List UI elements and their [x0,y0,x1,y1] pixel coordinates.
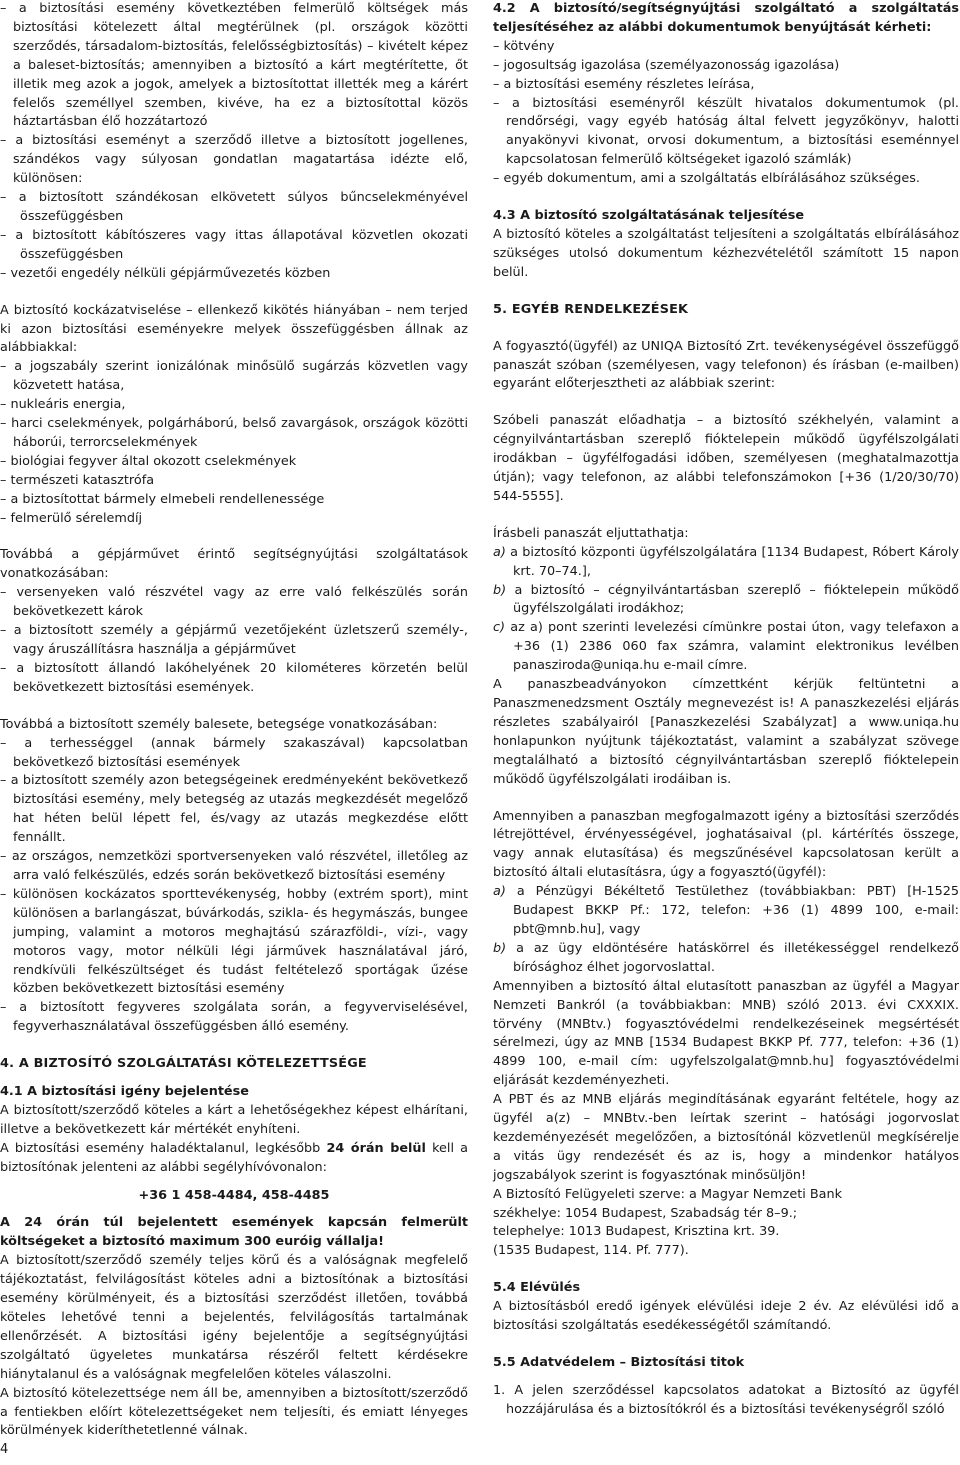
list-item: 1. A jelen szerződéssel kapcsolatos adatokat a Biztosító az ügyfél hozzájárulása és a biztosítókról és a biztosítási tevékenységről szóló [493,1382,959,1417]
paragraph: A biztosító kockázatviselése – ellenkező kikötés hiányában – nem terjed ki azon biztosítási eseményekre melyek összefüggésben állnak az alábbiakkal: [0,302,468,356]
list-item: – a biztosított állandó lakóhelyének 20 kilométeres körzetén belül bekövetkezett biztosítási események. [0,660,468,695]
left-column [0,0,468,1441]
subsection-heading: 4.1 A biztosítási igény bejelentése [0,1084,249,1100]
exclusion-item: – a biztosítási esemény következtében felmerülő költségek más biztosítási kötelezett által megtérülnek (pl. országok közötti szerződés, társadalom-biztosítás, felelősségbiztosítás) – kivételt képez a baleset-biztosítás; amennyiben a biztosító a kárt megtérítette, őt illetik meg azok a jogok, amelyek a biztosítottat illették meg a kárért felelős személlyel szemben, kivéve, ha ez a biztosítottal közös háztartásban élő hozzátartozó [0,1,468,130]
list-item: – versenyeken való részvétel vagy az erre való felkészülés során bekövetkezett károk [0,585,468,620]
list-item: – a biztosított személy azon betegségeinek eredményeként bekövetkező biztosítási esemény, mely betegség az utazás megkezdését megelőző hat héten belül lépett fel, és/vagy az utazás megkezdése előtt fennállt. [0,773,468,846]
paragraph: A biztosító kötelezettsége nem áll be, amennyiben a biztosított/szerződő a fentiekben előírt kötelezettségeket nem teljesíti, és emiatt lényeges körülmények kideríthetetlenné válnak. [0,1385,468,1439]
paragraph: A biztosítási esemény haladéktalanul, legkésőbb 24 órán belül kell a biztosítónak jelenteni az alábbi segélyhívóvonalon: [0,1140,468,1175]
subsection-heading: 5.5 Adatvédelem – Biztosítási titok [493,1355,745,1370]
list-item: – természeti katasztrófa [0,472,155,488]
paragraph: A panaszbeadványokon címzettként kérjük feltüntetni a Panaszmenedzsment Osztály megnevezést is! A panaszkezelési eljárás részletes szabályairól [Panaszkezelési Szabályzat] a www.uniqa.hu honlapunkon nyújtunk tájékoztatást, valamint a szabályzat szövege megtalálható a biztosító cégnyilvántartásban szereplő fióktelepein működő ügyfélszolgálati irodáiban is. [493,677,959,787]
list-item: c) az a) pont szerinti levelezési címünkre postai úton, vagy telefaxon a +36 (1) 2386 060 fax számra, valamint elektronikus levélben panasziroda@uniqa.hu e-mail címre. [493,620,959,674]
subsection-heading: 5.4 Elévülés [493,1280,581,1296]
list-item: – a biztosítottat bármely elmebeli rendellenessége [0,491,325,507]
list-item: – nukleáris energia, [0,397,126,413]
paragraph: székhelye: 1054 Budapest, Szabadság tér 8–9.; [493,1205,798,1221]
list-item: a) a biztosító központi ügyfélszolgálatára [1134 Budapest, Róbert Károly krt. 70–74.], [493,544,959,579]
list-item: – kötvény [493,38,555,54]
paragraph: A PBT és az MNB eljárás megindításának egyaránt feltétele, hogy az ügyfél a(z) – MNBtv.-ben leírtak szerint – hatósági jogorvoslat kezdeményezését megelőzően, a biztosítónál közvetlenül megkísérelje a vitás ügy rendezését és az is, hogy a mindenkor hatályos jogszabályok szerint is fogyasztónak minősüljön! [493,1092,959,1183]
subsection-heading: 4.2 A biztosító/segítségnyújtási szolgáltató a szolgáltatás teljesítéséhez az alábbi dokumentumok benyújtását kérheti: [493,1,959,35]
list-item: – a biztosítási eseményről készült hivatalos dokumentumok (pl. rendőrségi, vagy egyéb hatóság által felvett jegyzőkönyv, halotti anyakönyvi kivonat, orvosi dokumentum, a biztosítási eseménnyel kapcsolatosan felmerülő költségeket igazoló számlák) [493,95,959,168]
exclusion-item: – a biztosítási eseményt a szerződő illetve a biztosított jogellenes, szándékos vagy súlyosan gondatlan magatartása idézte elő, különösen: [0,133,468,187]
list-item: – a biztosítási esemény részletes leírása, [493,76,755,92]
paragraph: A biztosító köteles a szolgáltatást teljesíteni a szolgáltatás elbírálásához szükséges utolsó dokumentum kézhezvételétől számított 15 napon belül. [493,226,959,280]
exclusion-subitem: – a biztosított szándékosan elkövetett súlyos bűncselekményével összefüggésben [0,190,468,224]
list-item: – harci cselekmények, polgárháború, belső zavargások, országok közötti háborúi, terrorcselekmények [0,416,468,450]
section-heading: 5. EGYÉB RENDELKEZÉSEK [493,301,689,317]
exclusion-subitem: – vezetői engedély nélküli gépjárművezetés közben [0,265,331,281]
paragraph: Amennyiben a panaszban megfogalmazott igény a biztosítási szerződés létrejöttével, érvényességével, joghatásaival (pl. kártérítés összege, vagy annak elutasítása) és megszűnésével kapcsolatosan került a biztosító általi elutasításra, úgy a fogyasztó(ügyfél): [493,808,959,881]
hotline-number: +36 1 458-4484, 458-4485 [138,1187,330,1203]
list-item: – felmerülő sérelemdíj [0,510,143,526]
paragraph: (1535 Budapest, 114. Pf. 777). [493,1243,689,1259]
paragraph: telephelye: 1013 Budapest, Krisztina krt. 39. [493,1224,780,1240]
paragraph: A biztosított/szerződő személy teljes körű és a valóságnak megfelelő tájékoztatást, felvilágosítást köteles adni a biztosítónak a biztosítási esemény körülményeit, és a biztosítási szerződést illetően, továbbá köteles lehetővé tenni a bejelentés, felvilágosítás tartalmának ellenőrzését. A biztosítási igény bejelentője a segítségnyújtási szolgáltató ügyeletes munkatársa részéről feltett kérdésekre hiánytalanul és a valóságnak megfelelően köteles válaszolni. [0,1253,468,1382]
list-item: b) a az ügy eldöntésére hatáskörrel és illetékességgel rendelkező bírósághoz élhet jogorvoslattal. [493,940,959,975]
list-item: – egyéb dokumentum, ami a szolgáltatás elbírálásához szükséges. [493,171,920,187]
exclusion-subitem: – a biztosított kábítószeres vagy ittas állapotával közvetlen okozati összefüggésben [0,227,468,262]
list-item: – a jogszabály szerint ionizálónak minősülő sugárzás közvetlen vagy közvetett hatása, [0,359,468,394]
list-item: – jogosultság igazolása (személyazonosság igazolása) [493,57,840,73]
list-item: b) a biztosító – cégnyilvántartásban szereplő – fióktelepein működő ügyfélszolgálati irodákhoz; [493,582,959,617]
list-item: – a biztosított fegyveres szolgálata során, a fegyverviselésével, fegyverhasználatával összefüggésben álló esemény. [0,1000,468,1035]
list-item: a) a Pénzügyi Békéltető Testülethez (továbbiakban: PBT) [H-1525 Budapest BKKP Pf.: 172, telefon: +36 (1) 4899 100, e-mail: pbt@mnb.hu], vagy [493,884,959,937]
section-heading: 4. A BIZTOSÍTÓ SZOLGÁLTATÁSI KÖTELEZETTSÉGE [0,1056,367,1072]
paragraph: A biztosításból eredő igények elévülési ideje 2 év. Az elévülési idő a biztosítási szolgáltatás esedékességétől számítandó. [493,1299,959,1334]
paragraph: A fogyasztó(ügyfél) az UNIQA Biztosító Zrt. tevékenységével összefüggő panaszát szóban (személyesen, vagy telefonon) és írásban (e-mailben) egyaránt előterjesztheti az alábbiak szerint: [493,338,959,392]
paragraph: Szóbeli panaszát előadhatja – a biztosító székhelyén, valamint a cégnyilvántartásban szereplő fióktelepein működő ügyfélszolgálati irodákban – ügyfélfogadási időben, személyesen (meghatalmazottja útján); vagy telefonon, az alábbi telefonszámokon [+36 (1/20/30/70) 544-5555]. [493,413,959,504]
right-column [493,0,959,1420]
list-item: – különösen kockázatos sporttevékenység, hobby (extrém sport), mint különösen a barlangászat, búvárkodás, szikla- és hegymászás, bungee jumping, valamint a motoros meghajtású szárazföldi-, vízi-, vagy motoros vagy, motor nélküli légi járművek használatával járó, rendkívüli felkészültséget és tudást feltételező sportágak űzése közben bekövetkezett biztosítási esemény [0,886,468,997]
page-number: 4 [0,1442,9,1457]
list-item: – biológiai fegyver által okozott cselekmények [0,453,297,469]
warning-text: A 24 órán túl bejelentett események kapcsán felmerült költségeket a biztosító maximum 300 euróig vállalja! [0,1215,468,1250]
paragraph: Továbbá a biztosított személy balesete, betegsége vonatkozásában: [0,716,438,732]
list-item: – a biztosított személy a gépjármű vezetőjeként üzletszerű személy-, vagy áruszállításra használja a gépjárművet [0,623,468,657]
paragraph: Továbbá a gépjárművet érintő segítségnyújtási szolgáltatások vonatkozásában: [0,547,468,582]
subsection-heading: 4.3 A biztosító szolgáltatásának teljesítése [493,208,804,224]
paragraph: Amennyiben a biztosító által elutasított panaszban az ügyfél a Magyar Nemzeti Bankról (a továbbiakban: MNB) szóló 2013. évi CXXXIX. törvény (MNBtv.) fogyasztóvédelmi rendelkezéseinek megsértését sérelmezi, úgy az MNB [1534 Budapest BKKP Pf. 777, telefon: +36 (1) 4899 100, e-mail cím: ugyfelszolgalat@mnb.hu] fogyasztóvédelmi eljárását kezdeményezheti. [493,978,959,1089]
paragraph: A Biztosító Felügyeleti szerve: a Magyar Nemzeti Bank [493,1186,842,1202]
paragraph: A biztosított/szerződő köteles a kárt a lehetőségekhez képest elhárítani, illetve a bekövetkezett kár mértékét enyhíteni. [0,1102,468,1137]
list-item: – az országos, nemzetközi sportversenyeken való részvétel, illetőleg az arra való felkészülés, edzés során bekövetkező biztosítási esemény [0,849,468,883]
paragraph: Írásbeli panaszát eljuttathatja: [493,525,689,541]
list-item: – a terhességgel (annak bármely szakaszával) kapcsolatban bekövetkező biztosítási események [0,735,468,770]
